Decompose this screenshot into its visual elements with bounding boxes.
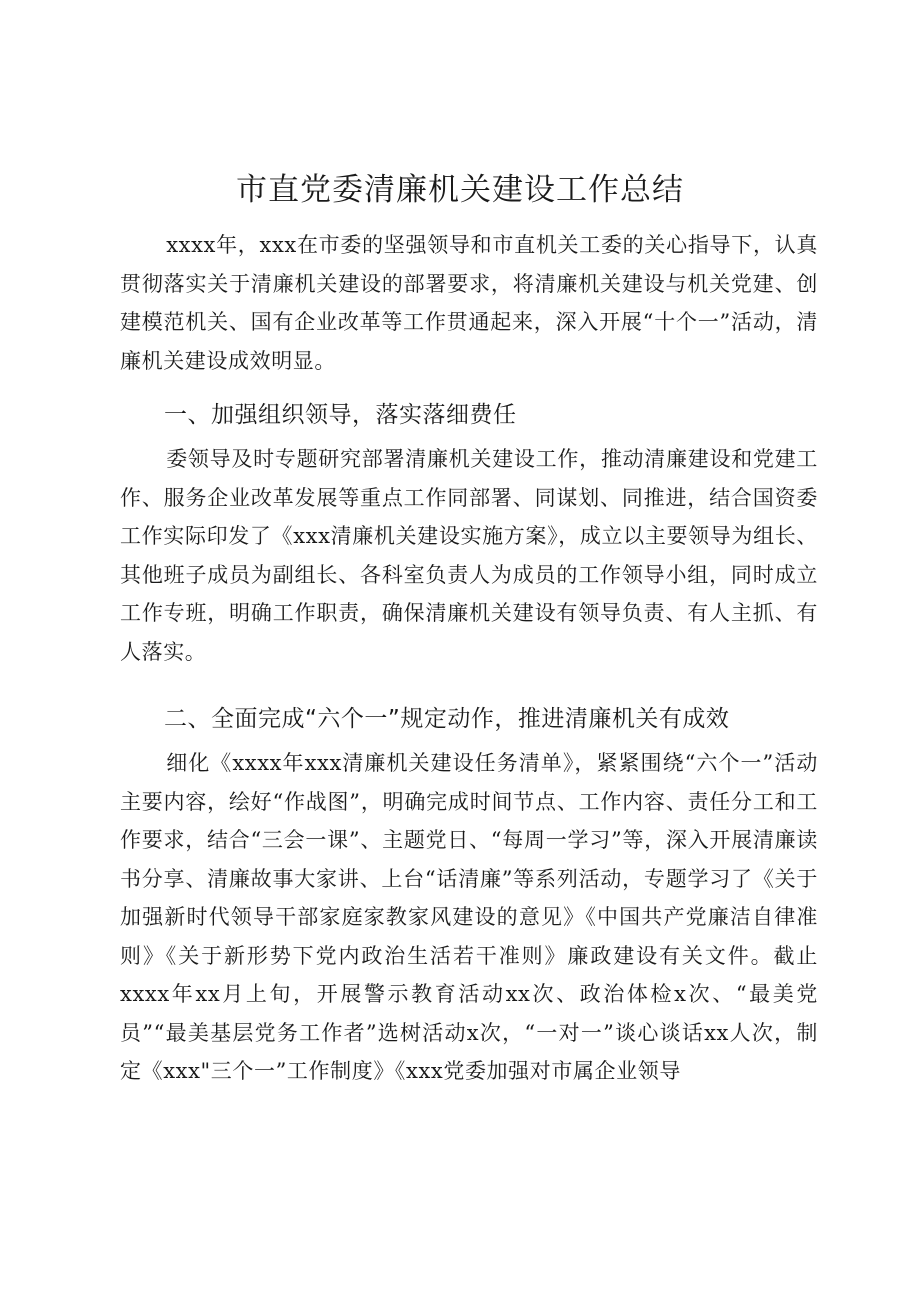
section-1-body: 委领导及时专题研究部署清廉机关建设工作，推动清廉建设和党建工作、服务企业改革发展等重点工作同部署、同谋划、同推进，结合国资委工作实际印发了《xxx清廉机关建设实施方案》，成立以主要领导为组长、其他班子成员为副组长、各科室负责人为成员的工作领导小组，同时成立工作专班，明确工作职责，确保清廉机关建设有领导负责、有人主抓、有人落实。: [120, 447, 818, 664]
section-2-body: 细化《xxxx年xxx清廉机关建设任务清单》，紧紧围绕“六个一”活动主要内容，绘好“作战图”，明确完成时间节点、工作内容、责任分工和工作要求，结合“三会一课”、主题党日、“每周一学习”等，深入开展清廉读书分享、清廉故事大家讲、上台“话清廉”等系列活动，专题学习了《关于加强新时代领导干部家庭家教家风建设的意见》《中国共产党廉洁自律准则》《关于新形势下党内政治生活若干准则》廉政建设有关文件。截止xxxx年xx月上旬，开展警示教育活动xx次、政治体检x次、“最美党员”“最美基层党务工作者”选树活动x次，“一对一”谈心谈话xx人次，制定《xxx"三个一”工作制度》《xxx党委加强对市属企业领导: [120, 751, 818, 1083]
section-2-heading: 二、全面完成“六个一”规定动作，推进清廉机关有成效: [164, 706, 730, 732]
document-title: 市直党委清廉机关建设工作总结: [236, 172, 684, 208]
intro-paragraph: xxxx年，xxx在市委的坚强领导和市直机关工委的关心指导下，认真贯彻落实关于清廉机关建设的部署要求，将清廉机关建设与机关党建、创建模范机关、国有企业改革等工作贯通起来，深入开展“十个一”活动，清廉机关建设成效明显。: [120, 233, 818, 373]
section-1-heading: 一、加强组织领导，落实落细费任: [164, 402, 517, 428]
